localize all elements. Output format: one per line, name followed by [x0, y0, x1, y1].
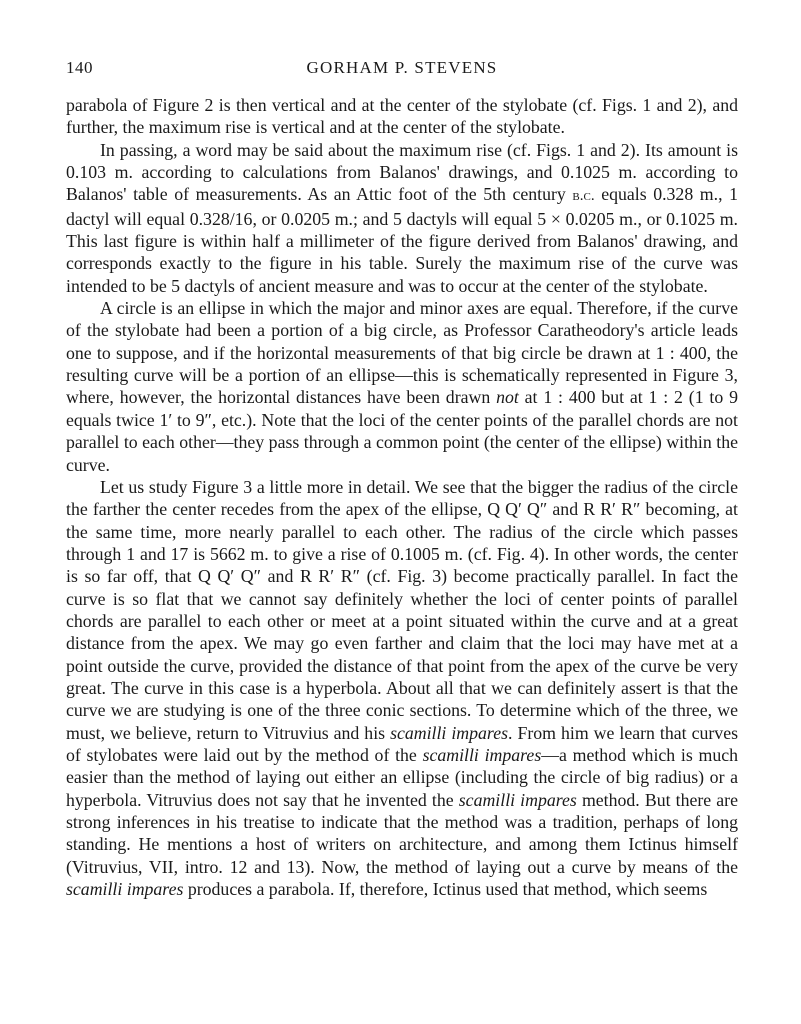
italic-term: scamilli impares	[458, 789, 577, 810]
text-run: equals 0.328 m., 1 dactyl will equal 0.328/16, or 0.0205 m.; and 5 dactyls will equal 5 × 0.0205 m., or 0.1025 m. This last figure is within half a millimeter of the figure derived from Balanos' drawing, and corresponds exactly to the figure in his table. Surely the maximum rise of the curve was intended to be 5 dactyls of ancient measure and was to occur at the center of the stylobate.	[66, 184, 739, 296]
paragraph	[66, 476, 738, 901]
document-page	[66, 58, 738, 900]
text-run: A circle is an ellipse in which the major and minor axes are equal. Therefore, if the curve of the stylobate had been a portion of a big circle, as Professor Caratheodory's article leads one to suppose, and if the horizontal measurements of that big circle be drawn at 1 : 400, the resulting curve will be a portion of an ellipse—this is schematically represented in Figure 3, where, however, the horizontal distances have been drawn	[66, 298, 738, 408]
text-run: Let us study Figure 3 a little more in detail. We see that the bigger the radius of the circle the farther the center recedes from the apex of the ellipse, Q Q′ Q″ and R R′ R″ becoming, at the same time, more nearly parallel to each other. The radius of the circle which passes through 1 and 17 is 5662 m. to give a rise of 0.1005 m. (cf. Fig. 4). In other words, the center is so far off, that Q Q′ Q″ and R R′ R″ (cf. Fig. 3) become practically parallel. In fact the curve is so flat that we cannot say definitely whether the loci of center points of parallel chords are parallel to each other or meet at a point situated within the curve and at a great distance from the apex. We may go even farther and claim that the loci may have met at a point outside the curve, provided the distance of that point from the apex of the curve be very great. The curve in this case is a hyperbola. About all that we can definitely assert is that the curve we are studying is one of the three conic sections. To determine which of the three, we must, we believe, return to Vitruvius and his	[66, 476, 738, 743]
text-run: . From him we learn that curves of stylobates were laid out by the method of the	[66, 722, 739, 765]
paragraph	[66, 297, 738, 476]
italic-term: scamilli impares	[66, 879, 184, 900]
running-head: GORHAM P. STEVENS	[306, 58, 498, 77]
small-caps-text: b.c.	[572, 188, 595, 205]
text-run: method. But there are strong inferences in his treatise to indicate that the method was a tradition, perhaps of long standing. He mentions a host of writers on architecture, and among them Ictinus himself (Vitruvius, VII, intro. 12 and 13). Now, the method of laying out a curve by means of the	[66, 789, 738, 877]
paragraph	[66, 139, 738, 297]
italic-term: not	[496, 387, 519, 408]
text-run: parabola of Figure 2 is then vertical and at the center of the stylobate (cf. Figs. 1 and 2), and further, the maximum rise is vertical and at the center of the stylobate.	[66, 95, 738, 138]
paragraph	[66, 94, 738, 139]
page-number: 140	[66, 58, 93, 77]
text-run: In passing, a word may be said about the maximum rise (cf. Figs. 1 and 2). Its amount is 0.103 m. according to calculations from Balanos' drawings, and 0.1025 m. according to Balanos' table of measurements. As an Attic foot of the 5th century	[66, 139, 738, 205]
article-body	[66, 94, 738, 900]
text-run: —a method which is much easier than the method of laying out either an ellipse (including the circle of big radius) or a hyperbola. Vitruvius does not say that he invented the	[66, 744, 738, 810]
page-header	[66, 58, 738, 84]
italic-term: scamilli impares	[390, 722, 509, 743]
text-run: at 1 : 400 but at 1 : 2 (1 to 9 equals twice 1′ to 9″, etc.). Note that the loci of the center points of the parallel chords are not parallel to each other—they pass through a common point (the center of the ellipse) within the curve.	[66, 387, 738, 475]
text-run: produces a parabola. If, therefore, Ictinus used that method, which seems	[183, 879, 708, 900]
italic-term: scamilli impares	[422, 744, 542, 765]
